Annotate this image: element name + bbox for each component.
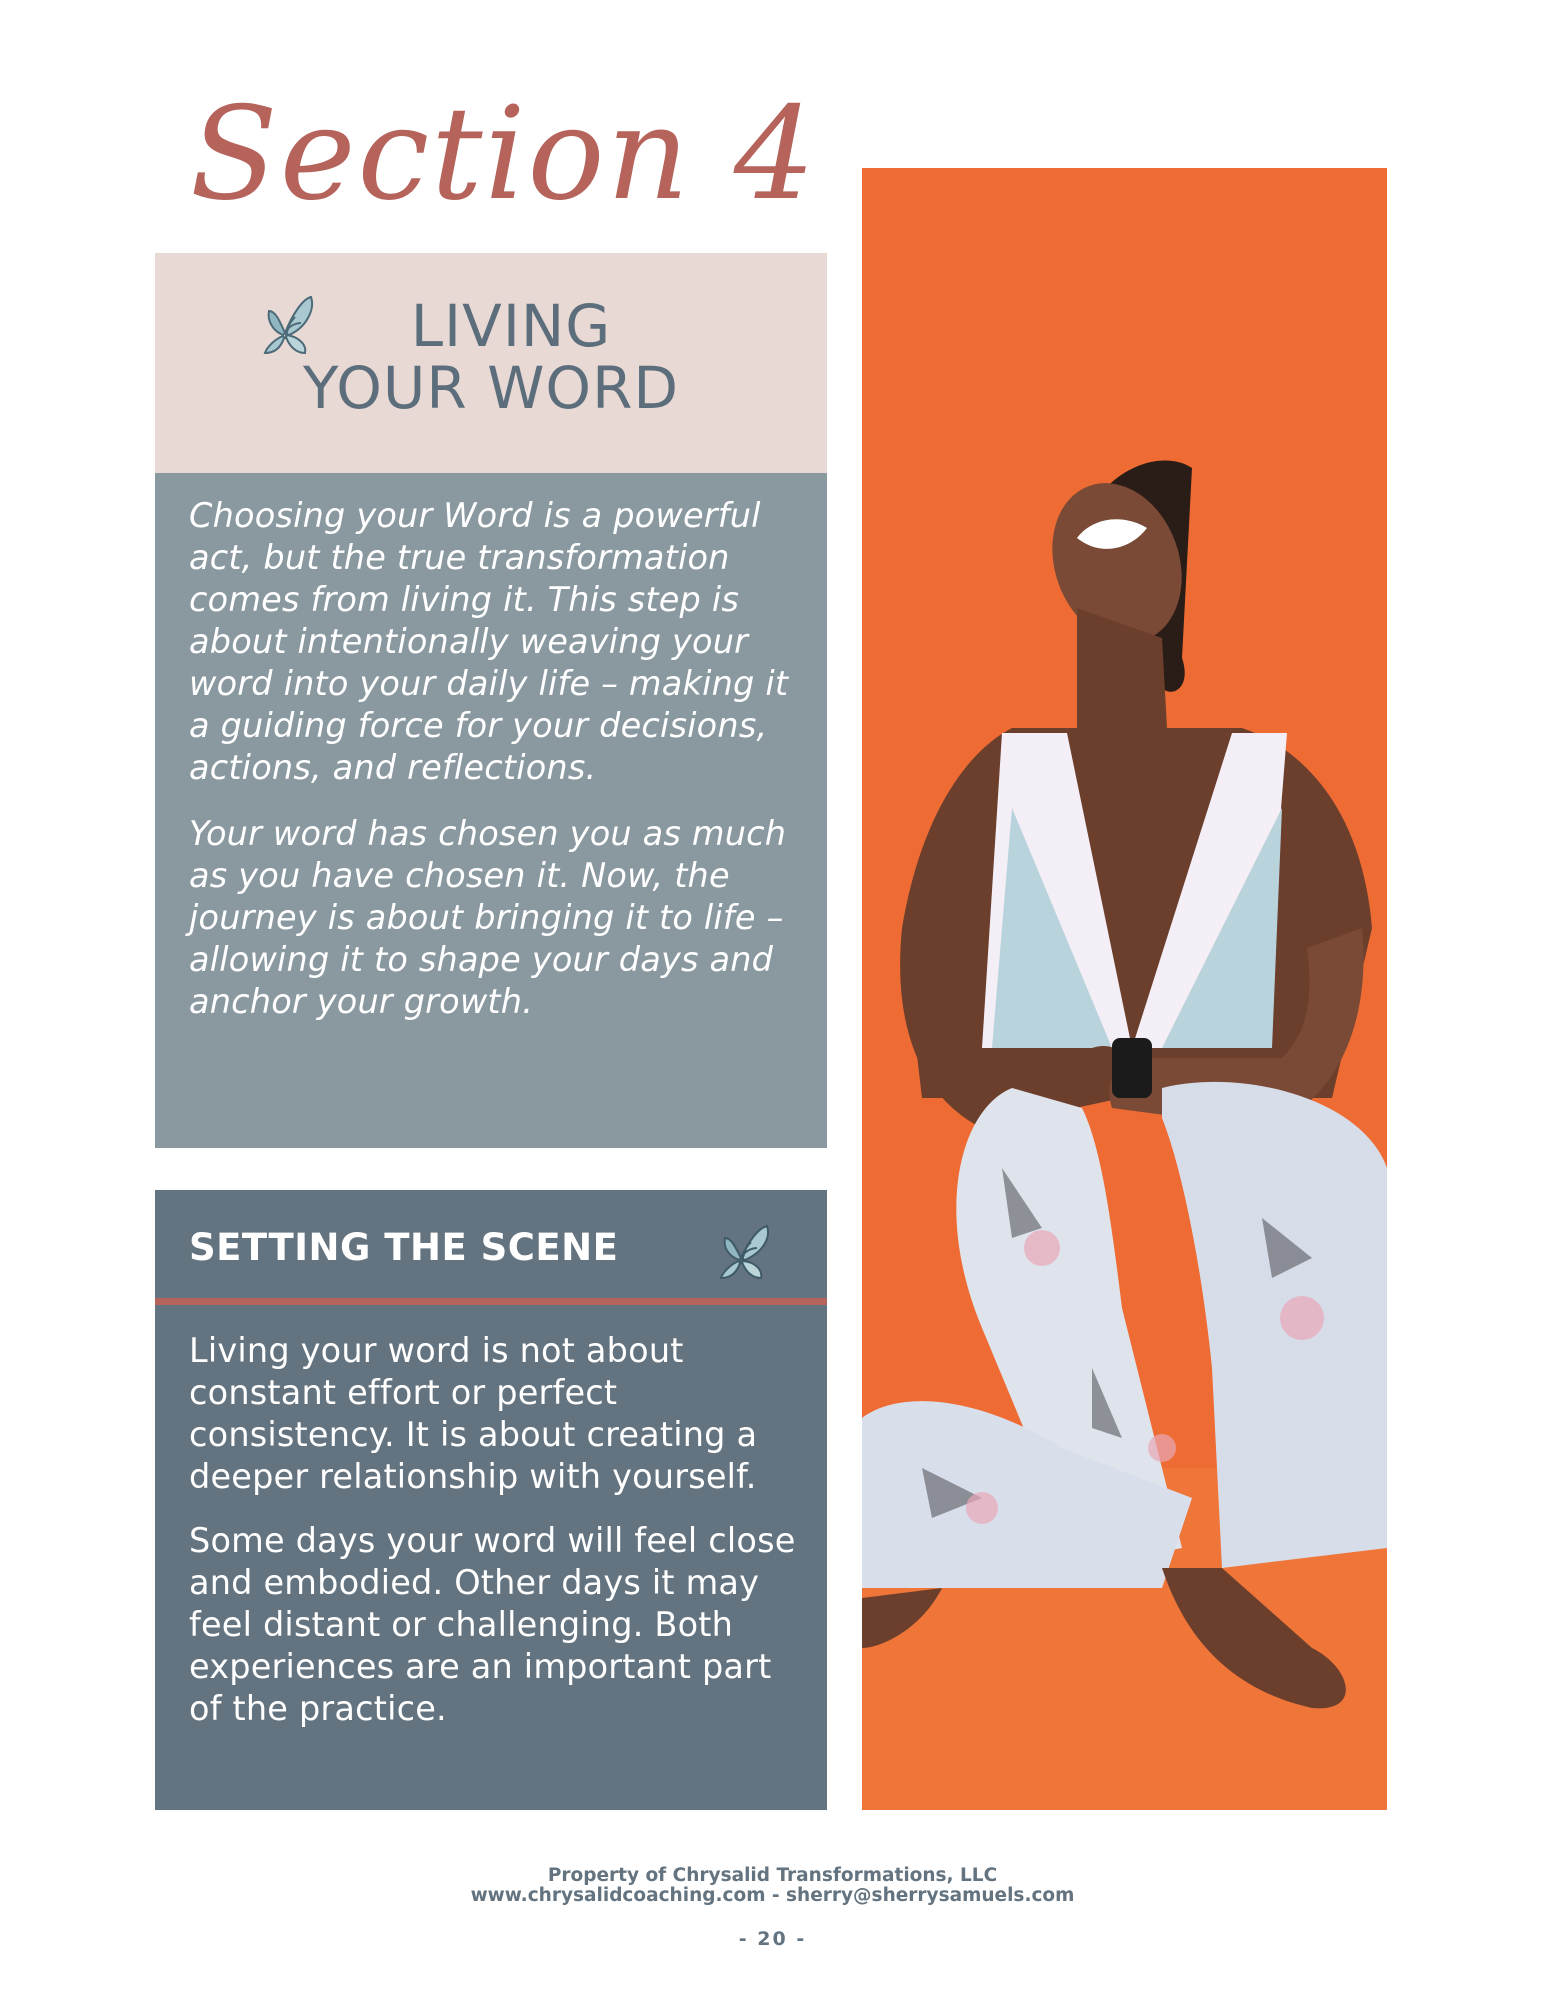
footer	[0, 1866, 1545, 1906]
scene-paragraph: Living your word is not about constant effort or perfect consistency. It is about creating a deeper relationship with yourself.	[189, 1331, 758, 1496]
scene-paragraph: Some days your word will feel close and embodied. Other days it may feel distant or challenging. Both experiences are an important part of the practice.	[189, 1521, 796, 1728]
living-title-line1: LIVING	[410, 292, 612, 360]
scene-header	[155, 1190, 827, 1305]
intro-box	[155, 473, 827, 1148]
scene-body	[155, 1305, 827, 1730]
living-title-line2: YOUR WORD	[302, 354, 680, 422]
intro-paragraph: Choosing your Word is a powerful act, but the true transformation comes from living it. This step is about intentionally weaving your word into your daily life – making it a guiding force for your decisions, actions, and reflections.	[189, 496, 789, 787]
footer-property-line: Property of Chrysalid Transformations, LLC	[547, 1865, 998, 1886]
butterfly-icon	[711, 1220, 773, 1282]
footer-contact-line: www.chrysalidcoaching.com - sherry@sherrysamuels.com	[470, 1885, 1075, 1906]
photo-illustration	[862, 168, 1387, 1810]
living-your-word-title	[155, 292, 827, 422]
scene-title: SETTING THE SCENE	[189, 1226, 619, 1269]
living-title-box	[155, 253, 827, 473]
woman-laughing-photo	[862, 168, 1387, 1810]
page-number: - 20 -	[738, 1928, 807, 1950]
intro-paragraph: Your word has chosen you as much as you have chosen it. Now, the journey is about bringing it to life – allowing it to shape your days and anchor your growth.	[189, 814, 787, 1021]
section-title: Section 4	[190, 80, 818, 229]
setting-the-scene-box	[155, 1190, 827, 1810]
